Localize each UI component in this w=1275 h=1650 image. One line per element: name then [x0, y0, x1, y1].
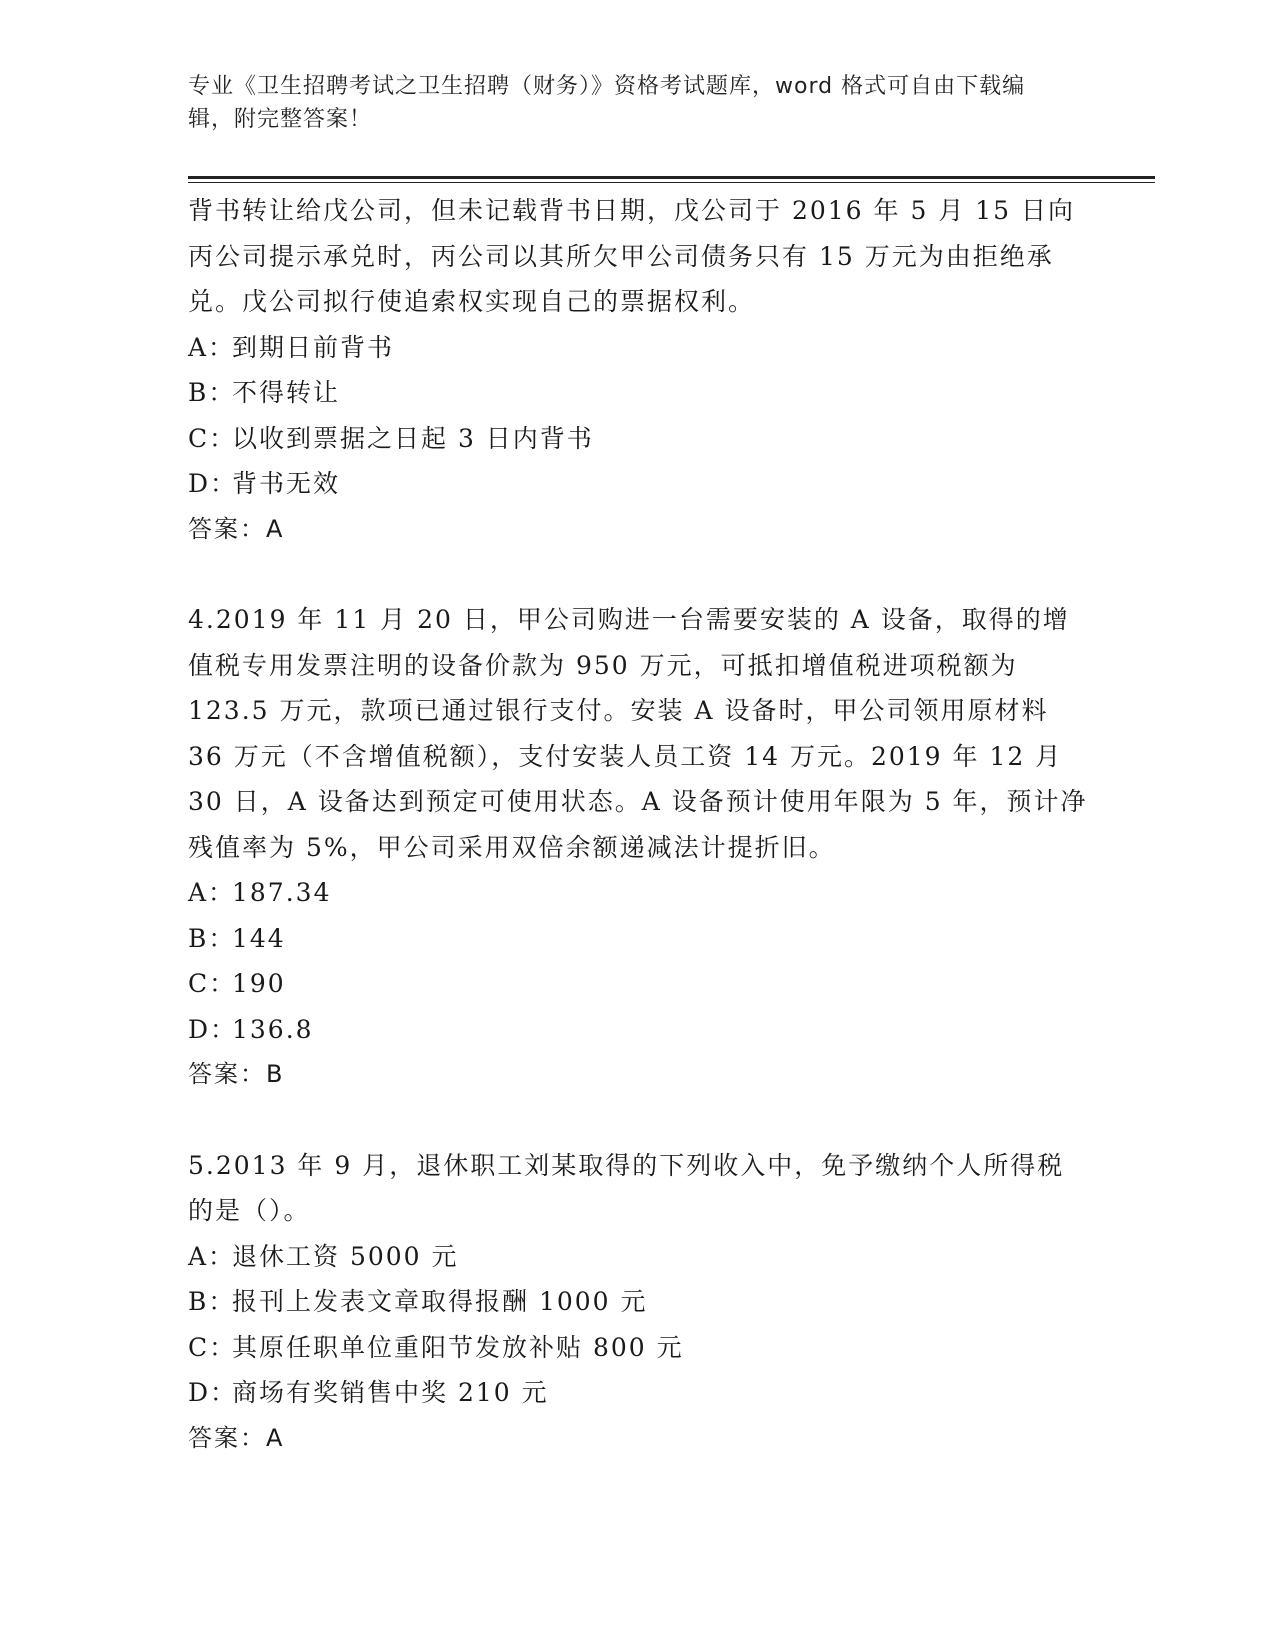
option-text: 退休工资 5000 元	[232, 1241, 459, 1271]
header-divider-thin	[188, 182, 1155, 183]
option-letter: C：	[188, 423, 237, 453]
option-text: 背书无效	[232, 469, 341, 498]
option-a	[188, 1234, 1088, 1280]
option-a	[188, 325, 1088, 371]
question-spacer	[188, 1098, 1088, 1143]
header-divider-thick	[188, 176, 1155, 179]
question-stem: 背书转让给戊公司，但未记载背书日期，戊公司于 2016 年 5 月 15 日向丙公司提示承兑时，丙公司以其所欠甲公司债务只有 15 万元为由拒绝承兑。戊公司拟行使追索权实现自己的票据权利。	[188, 196, 1076, 316]
page-header	[188, 70, 1068, 136]
option-letter: C：	[188, 1332, 237, 1362]
option-letter: A：	[188, 878, 236, 907]
question-content	[188, 188, 1088, 1461]
option-text: 到期日前背书	[232, 332, 395, 362]
option-letter: D：	[188, 1014, 238, 1044]
option-letter: B：	[188, 1287, 236, 1316]
option-text: 190	[232, 969, 286, 998]
header-title: 专业《卫生招聘考试之卫生招聘（财务）》资格考试题库，word 格式可自由下载编辑，附完整答案！	[188, 74, 1026, 132]
option-letter: D：	[188, 469, 238, 498]
option-b	[188, 916, 1088, 962]
option-c	[188, 416, 1088, 462]
option-d	[188, 1370, 1088, 1416]
answer-line: 答案：A	[188, 514, 285, 543]
option-letter: D：	[188, 1378, 238, 1407]
option-text: 其原任职单位重阳节发放补贴 800 元	[232, 1332, 684, 1362]
answer-line: 答案：B	[188, 1060, 285, 1088]
question-3	[188, 188, 1088, 552]
option-a	[188, 870, 1088, 916]
option-letter: B：	[188, 378, 236, 407]
answer-line: 答案：A	[188, 1423, 285, 1452]
option-c	[188, 1325, 1088, 1371]
question-4	[188, 597, 1088, 1098]
option-d	[188, 1007, 1088, 1053]
option-letter: A：	[188, 1241, 236, 1271]
option-text: 以收到票据之日起 3 日内背书	[232, 423, 594, 453]
option-letter: C：	[188, 969, 237, 998]
option-d	[188, 461, 1088, 507]
option-letter: A：	[188, 332, 236, 362]
question-spacer	[188, 552, 1088, 597]
option-text: 136.8	[232, 1014, 314, 1044]
option-b	[188, 370, 1088, 416]
option-c	[188, 961, 1088, 1007]
option-text: 144	[232, 923, 286, 953]
question-5	[188, 1143, 1088, 1462]
option-letter: B：	[188, 923, 236, 953]
option-text: 不得转让	[232, 378, 341, 407]
option-text: 187.34	[232, 878, 332, 907]
option-b	[188, 1279, 1088, 1325]
question-stem: 4.2019 年 11 月 20 日，甲公司购进一台需要安装的 A 设备，取得的增值税专用发票注明的设备价款为 950 万元，可抵扣增值税进项税额为 123.5 万元，款项已通过银行支付。安装 A 设备时，甲公司领用原材料 36 万元（不含增值税额），支付安装人员工资 14 万元。2019 年 12 月 30 日，A 设备达到预定可使用状态。A 设备预计使用年限为 5 年，预计净残值率为 5%，甲公司采用双倍余额递减法计提折旧。	[188, 605, 1088, 862]
option-text: 报刊上发表文章取得报酬 1000 元	[232, 1287, 648, 1316]
question-stem: 5.2013 年 9 月，退休职工刘某取得的下列收入中，免予缴纳个人所得税的是（）。	[188, 1150, 1065, 1225]
option-text: 商场有奖销售中奖 210 元	[232, 1378, 549, 1407]
